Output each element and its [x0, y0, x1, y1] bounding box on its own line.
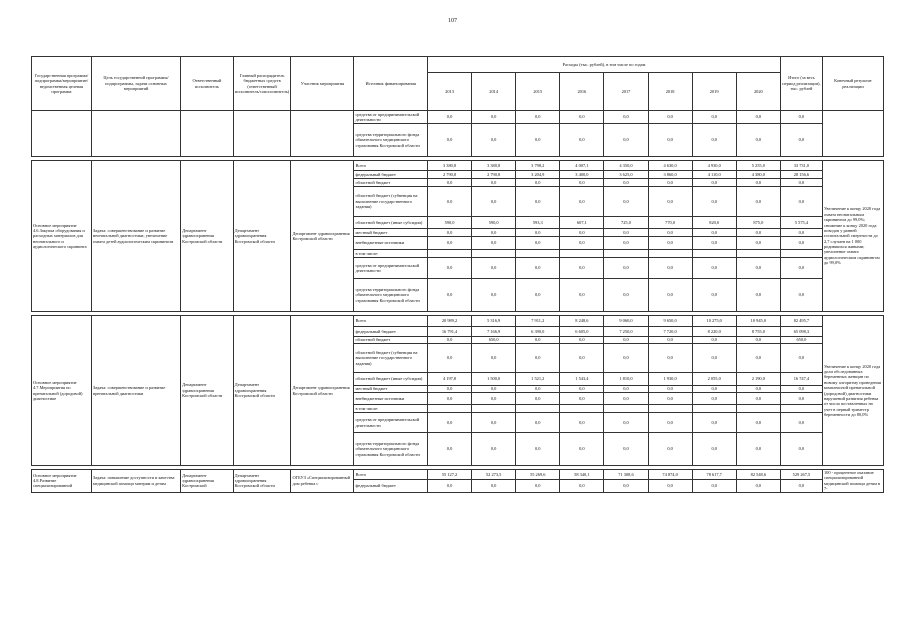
value-cell: 0,0 [516, 111, 560, 124]
header-year: 2020 [736, 73, 780, 111]
header-year: 2014 [472, 73, 516, 111]
table-row [32, 161, 884, 171]
value-cell: 0,0 [516, 258, 560, 279]
value-cell: 6 605,0 [560, 327, 604, 337]
value-cell: 16 791,4 [427, 327, 471, 337]
program-cell [32, 111, 92, 157]
value-cell: 593,3 [516, 217, 560, 229]
result-cell: Увеличение к концу 2020 года доли обследованных беременных женщин по новому алгоритму проведения комплексной пренатальной (дородовой) диагностики нарушений развития ребенка от числа поставленных на учет в первый триместр беременности до 80,0% [822, 316, 883, 466]
value-cell: 0,0 [560, 279, 604, 312]
value-cell: 0,0 [692, 258, 736, 279]
header-result: Конечный результат реализации [822, 57, 883, 111]
value-cell: 1 810,0 [604, 373, 648, 386]
value-cell: 0,0 [560, 480, 604, 493]
value-cell [472, 405, 516, 413]
value-cell: 820,0 [692, 217, 736, 229]
value-cell: 0,0 [692, 337, 736, 344]
value-cell: 5 255,0 [736, 161, 780, 171]
value-cell: 4 110,0 [692, 171, 736, 179]
expenses-table [31, 56, 884, 493]
total-cell: 33 731,0 [780, 161, 822, 171]
source-cell: областной бюджет (иные субсидии) [354, 373, 428, 386]
value-cell: 0,0 [648, 413, 692, 433]
value-cell: 0,0 [604, 393, 648, 405]
value-cell: 9 650,0 [648, 316, 692, 327]
header-goal: Цель государственной программы/подпрограммы, задачи основных мероприятий [91, 57, 180, 111]
value-cell: 0,0 [560, 433, 604, 466]
header-expenses: Расходы (тыс. рублей), в том числе по годам [427, 57, 780, 73]
result-cell [822, 111, 883, 157]
value-cell: 0,0 [472, 413, 516, 433]
source-cell: в том числе: [354, 250, 428, 258]
value-cell: 0,0 [560, 229, 604, 237]
source-cell: федеральный бюджет [354, 480, 428, 493]
value-cell [604, 250, 648, 258]
value-cell [516, 250, 560, 258]
value-cell: 0,0 [560, 187, 604, 217]
total-cell: 0,0 [780, 187, 822, 217]
value-cell: 5 316,9 [472, 316, 516, 327]
value-cell: 0,0 [736, 480, 780, 493]
value-cell: 0,0 [516, 229, 560, 237]
value-cell [472, 250, 516, 258]
value-cell: 7 720,0 [648, 327, 692, 337]
page-number: 107 [448, 18, 457, 24]
source-cell: внебюджетные источники [354, 393, 428, 405]
value-cell: 0,0 [692, 111, 736, 124]
value-cell: 1 930,0 [648, 373, 692, 386]
value-cell: 0,0 [604, 111, 648, 124]
source-cell: средства территориального фонда обязательного медицинского страхования Костромской области [354, 279, 428, 312]
value-cell: 3 400,0 [560, 171, 604, 179]
value-cell: 590,0 [427, 217, 471, 229]
total-cell: 0,0 [780, 413, 822, 433]
value-cell: 0,0 [648, 279, 692, 312]
header-participant: Участник мероприятия [291, 57, 354, 111]
value-cell: 2 190,0 [736, 373, 780, 386]
total-cell: 28 156,6 [780, 171, 822, 179]
value-cell: 0,0 [516, 344, 560, 373]
total-cell: 650,0 [780, 337, 822, 344]
participant-cell: ОГБУЗ «Специализированный дом ребенка с [291, 470, 354, 493]
value-cell [427, 405, 471, 413]
table-row [32, 470, 884, 480]
value-cell: 0,0 [427, 393, 471, 405]
value-cell: 0,0 [604, 386, 648, 393]
value-cell: 78 617,7 [692, 470, 736, 480]
value-cell: 0,0 [692, 393, 736, 405]
value-cell: 0,0 [736, 413, 780, 433]
value-cell: 0,0 [560, 237, 604, 250]
total-cell: 16 747,4 [780, 373, 822, 386]
value-cell: 9 060,0 [604, 316, 648, 327]
executor-cell: Департамент здравоохранения Костромской области [181, 161, 234, 312]
distributor-cell: Департамент здравоохранения Костромской области [233, 470, 291, 493]
table-row [32, 111, 884, 124]
value-cell: 4 197,8 [427, 373, 471, 386]
source-cell: средства от предпринимательской деятельности [354, 258, 428, 279]
value-cell: 0,0 [472, 187, 516, 217]
value-cell: 0,0 [472, 386, 516, 393]
value-cell: 0,0 [736, 237, 780, 250]
value-cell [604, 405, 648, 413]
value-cell: 0,0 [560, 344, 604, 373]
value-cell: 0,0 [736, 179, 780, 187]
value-cell: 10 945,0 [736, 316, 780, 327]
value-cell: 3 380,8 [427, 161, 471, 171]
value-cell: 0,0 [604, 480, 648, 493]
total-cell: 0,0 [780, 179, 822, 187]
value-cell: 0,0 [692, 433, 736, 466]
value-cell: 0,0 [736, 344, 780, 373]
value-cell: 7 911,2 [516, 316, 560, 327]
value-cell: 0,0 [648, 393, 692, 405]
value-cell: 0,0 [604, 344, 648, 373]
value-cell: 0,0 [692, 187, 736, 217]
value-cell: 0,0 [648, 433, 692, 466]
value-cell: 20 989,2 [427, 316, 471, 327]
value-cell: 0,0 [427, 337, 471, 344]
participant-cell: Департамент здравоохранения Костромской области [291, 161, 354, 312]
program-cell: Основное мероприятие 4.8.Развитие специализированной [32, 470, 92, 493]
source-cell: Всего [354, 161, 428, 171]
total-cell: 0,0 [780, 433, 822, 466]
value-cell: 7 250,0 [604, 327, 648, 337]
value-cell: 0,0 [427, 480, 471, 493]
value-cell: 0,0 [560, 111, 604, 124]
value-cell: 0,0 [560, 413, 604, 433]
total-cell: 0,0 [780, 111, 822, 124]
value-cell: 0,0 [648, 187, 692, 217]
value-cell: 4 630,0 [648, 161, 692, 171]
source-cell: Всего [354, 316, 428, 327]
participant-cell [291, 111, 354, 157]
value-cell: 0,0 [648, 124, 692, 157]
value-cell: 0,0 [472, 179, 516, 187]
value-cell: 0,0 [472, 480, 516, 493]
source-cell: Всего [354, 470, 428, 480]
value-cell: 0,0 [604, 279, 648, 312]
value-cell: 0,0 [472, 111, 516, 124]
executor-cell: Департамент здравоохранения Костромской [181, 470, 234, 493]
value-cell: 74 874,0 [648, 470, 692, 480]
value-cell [692, 250, 736, 258]
value-cell: 0,0 [427, 258, 471, 279]
header-year: 2016 [560, 73, 604, 111]
header-year: 2017 [604, 73, 648, 111]
distributor-cell: Департамент здравоохранения Костромской области [233, 161, 291, 312]
program-cell: Основное мероприятие 4.7.Мероприятия по пренатальной (дородовой) диагностике [32, 316, 92, 466]
value-cell: 0,0 [648, 344, 692, 373]
header-program: Государственная программа/подпрограмма/мероприятие/ведомственная целевая программа [32, 57, 92, 111]
value-cell [736, 405, 780, 413]
value-cell: 3 380,8 [472, 161, 516, 171]
value-cell: 0,0 [516, 279, 560, 312]
source-cell: областной бюджет (субвенция на выполнение государственного задания) [354, 187, 428, 217]
value-cell: 1 543,4 [560, 373, 604, 386]
value-cell: 3 204,9 [516, 171, 560, 179]
value-cell [516, 405, 560, 413]
value-cell: 0,0 [736, 386, 780, 393]
value-cell: 0,0 [427, 187, 471, 217]
source-cell: средства от предпринимательской деятельности [354, 413, 428, 433]
value-cell: 590,0 [472, 217, 516, 229]
value-cell: 58 340,1 [560, 470, 604, 480]
source-cell: областной бюджет [354, 179, 428, 187]
value-cell: 2 790,8 [472, 171, 516, 179]
total-cell: 82 495,7 [780, 316, 822, 327]
value-cell: 0,0 [736, 393, 780, 405]
value-cell: 0,0 [472, 344, 516, 373]
goal-cell: Задача: совершенствование и развитие пренатальной диагностики [91, 316, 180, 466]
source-cell: в том числе: [354, 405, 428, 413]
goal-cell: Задача: повышение доступности и качества медицинской помощи матерям и детям [91, 470, 180, 493]
value-cell: 0,0 [427, 433, 471, 466]
value-cell: 0,0 [692, 344, 736, 373]
value-cell: 71 308,6 [604, 470, 648, 480]
result-cell: Увеличение к концу 2020 года охвата неонатальным скринингом до 99,0%; снижение к концу 2020 года поводов у ранней госпитальной смертности до 2,7 случаев на 1 000 родившихся живыми; увеличение охвата аудиологическим скринингом до 99,0% [822, 161, 883, 312]
value-cell: 0,0 [560, 393, 604, 405]
value-cell: 55 127,2 [427, 470, 471, 480]
executor-cell: Департамент здравоохранения Костромской области [181, 316, 234, 466]
total-cell [780, 250, 822, 258]
value-cell: 4 380,0 [736, 171, 780, 179]
value-cell: 2 790,8 [427, 171, 471, 179]
total-cell: 0,0 [780, 386, 822, 393]
value-cell: 6 390,0 [516, 327, 560, 337]
value-cell: 0,0 [560, 124, 604, 157]
value-cell: 0,0 [648, 111, 692, 124]
source-cell: областной бюджет [354, 337, 428, 344]
value-cell: 607,1 [560, 217, 604, 229]
value-cell: 3 798,2 [516, 161, 560, 171]
value-cell: 0,0 [516, 179, 560, 187]
value-cell: 0,0 [736, 433, 780, 466]
goal-cell: Задача: совершенствование и развитие неонатальной диагностики; увеличение охвата детей аудиологическим скринингом [91, 161, 180, 312]
value-cell: 0,0 [736, 124, 780, 157]
total-cell [780, 405, 822, 413]
total-cell: 65 098,3 [780, 327, 822, 337]
value-cell: 0,0 [736, 187, 780, 217]
value-cell [560, 250, 604, 258]
value-cell: 0,0 [472, 237, 516, 250]
value-cell: 0,0 [648, 237, 692, 250]
value-cell: 3 860,0 [648, 171, 692, 179]
value-cell: 0,0 [736, 258, 780, 279]
value-cell: 875,0 [736, 217, 780, 229]
value-cell: 0,0 [648, 480, 692, 493]
source-cell: областной бюджет (иные субсидии) [354, 217, 428, 229]
result-cell: 100 - процентное оказание специализированной медицинской помощи детям в 7- [822, 470, 883, 493]
value-cell [648, 250, 692, 258]
value-cell: 0,0 [692, 229, 736, 237]
value-cell: 0,0 [472, 393, 516, 405]
value-cell: 52 273,5 [472, 470, 516, 480]
source-cell: федеральный бюджет [354, 171, 428, 179]
value-cell: 0,0 [692, 480, 736, 493]
value-cell: 10 275,0 [692, 316, 736, 327]
total-cell: 5 575,4 [780, 217, 822, 229]
value-cell: 7 166,9 [472, 327, 516, 337]
total-cell: 529 267,5 [780, 470, 822, 480]
value-cell: 0,0 [692, 413, 736, 433]
value-cell: 0,0 [516, 386, 560, 393]
value-cell: 0,0 [604, 413, 648, 433]
header-year: 2013 [427, 73, 471, 111]
total-cell: 0,0 [780, 480, 822, 493]
value-cell: 0,0 [427, 413, 471, 433]
value-cell: 0,0 [427, 237, 471, 250]
value-cell: 0,0 [604, 237, 648, 250]
program-cell: Основное мероприятие 4.6.Закупка оборудования и расходных материалов для неонатального и аудиологического скрининга [32, 161, 92, 312]
value-cell [560, 405, 604, 413]
value-cell: 0,0 [604, 433, 648, 466]
value-cell: 0,0 [692, 386, 736, 393]
value-cell: 0,0 [427, 279, 471, 312]
value-cell: 55 269,6 [516, 470, 560, 480]
value-cell: 0,0 [516, 187, 560, 217]
value-cell: 0,0 [692, 279, 736, 312]
value-cell [427, 250, 471, 258]
value-cell: 0,0 [648, 337, 692, 344]
value-cell: 0,0 [604, 187, 648, 217]
source-cell: внебюджетные источники [354, 237, 428, 250]
header-year: 2019 [692, 73, 736, 111]
table-row [32, 316, 884, 327]
value-cell: 0,0 [427, 344, 471, 373]
value-cell: 725,0 [604, 217, 648, 229]
value-cell: 0,0 [604, 229, 648, 237]
total-cell: 0,0 [780, 279, 822, 312]
value-cell: 0,0 [604, 179, 648, 187]
value-cell: 0,0 [427, 229, 471, 237]
table-body [32, 111, 884, 493]
value-cell: 2 055,0 [692, 373, 736, 386]
participant-cell: Департамент здравоохранения Костромской области [291, 316, 354, 466]
value-cell: 82 548,6 [736, 470, 780, 480]
value-cell: 0,0 [648, 386, 692, 393]
header-year: 2018 [648, 73, 692, 111]
value-cell: 0,0 [736, 279, 780, 312]
value-cell: 0,0 [516, 433, 560, 466]
value-cell: 0,0 [604, 337, 648, 344]
value-cell: 650,0 [472, 337, 516, 344]
value-cell: 0,0 [427, 111, 471, 124]
source-cell: средства территориального фонда обязательного медицинского страхования Костромской области [354, 124, 428, 157]
value-cell: 0,0 [736, 111, 780, 124]
value-cell: 0,0 [604, 124, 648, 157]
source-cell: федеральный бюджет [354, 327, 428, 337]
value-cell: 0,0 [692, 179, 736, 187]
value-cell: 0,0 [472, 433, 516, 466]
total-cell: 0,0 [780, 344, 822, 373]
source-cell: средства территориального фонда обязательного медицинского страхования Костромской области [354, 433, 428, 466]
value-cell: 770,0 [648, 217, 692, 229]
value-cell: 0,0 [736, 337, 780, 344]
value-cell: 0,0 [648, 179, 692, 187]
value-cell: 3 625,0 [604, 171, 648, 179]
source-cell: средства от предпринимательской деятельности [354, 111, 428, 124]
value-cell: 0,0 [648, 258, 692, 279]
distributor-cell [233, 111, 291, 157]
header-source: Источник финансирования [354, 57, 428, 111]
value-cell: 0,0 [604, 258, 648, 279]
value-cell [648, 405, 692, 413]
value-cell: 0,0 [472, 279, 516, 312]
value-cell: 0,0 [427, 124, 471, 157]
value-cell: 0,0 [516, 237, 560, 250]
value-cell: 0,0 [472, 258, 516, 279]
total-cell: 0,0 [780, 124, 822, 157]
value-cell: 8 755,0 [736, 327, 780, 337]
value-cell: 0,0 [427, 179, 471, 187]
value-cell: 0,0 [472, 124, 516, 157]
source-cell: областной бюджет (субвенция на выполнение государственного задания) [354, 344, 428, 373]
value-cell [736, 250, 780, 258]
header-executor: Ответственный исполнитель [181, 57, 234, 111]
value-cell: 0,0 [692, 124, 736, 157]
value-cell: 0,0 [560, 258, 604, 279]
value-cell: 0,0 [516, 124, 560, 157]
value-cell: 0,0 [692, 237, 736, 250]
value-cell: 0,0 [427, 386, 471, 393]
value-cell: 8 248,6 [560, 316, 604, 327]
header-year: 2015 [516, 73, 560, 111]
header-distributor: Главный распорядитель бюджетных средств (ответственный исполнитель/соисполнитель) [233, 57, 291, 111]
total-cell: 0,0 [780, 393, 822, 405]
value-cell: 0,0 [516, 393, 560, 405]
value-cell: 0,0 [560, 386, 604, 393]
distributor-cell: Департамент здравоохранения Костромской области [233, 316, 291, 466]
value-cell: 0,0 [648, 229, 692, 237]
value-cell: 4 930,0 [692, 161, 736, 171]
value-cell: 4 007,1 [560, 161, 604, 171]
value-cell: 4 350,0 [604, 161, 648, 171]
value-cell: 0,0 [472, 229, 516, 237]
value-cell: 0,0 [560, 337, 604, 344]
value-cell: 0,0 [516, 413, 560, 433]
goal-cell [91, 111, 180, 157]
value-cell [692, 405, 736, 413]
value-cell: 1 500,0 [472, 373, 516, 386]
value-cell: 0,0 [736, 229, 780, 237]
total-cell: 0,0 [780, 229, 822, 237]
value-cell: 0,0 [516, 337, 560, 344]
source-cell: местный бюджет [354, 229, 428, 237]
total-cell: 0,0 [780, 237, 822, 250]
total-cell: 0,0 [780, 258, 822, 279]
executor-cell [181, 111, 234, 157]
value-cell: 1 521,2 [516, 373, 560, 386]
value-cell: 0,0 [560, 179, 604, 187]
value-cell: 0,0 [516, 480, 560, 493]
source-cell: местный бюджет [354, 386, 428, 393]
value-cell: 8 220,0 [692, 327, 736, 337]
header-total: Итого (за весь период реализации), тыс. рублей [780, 57, 822, 111]
